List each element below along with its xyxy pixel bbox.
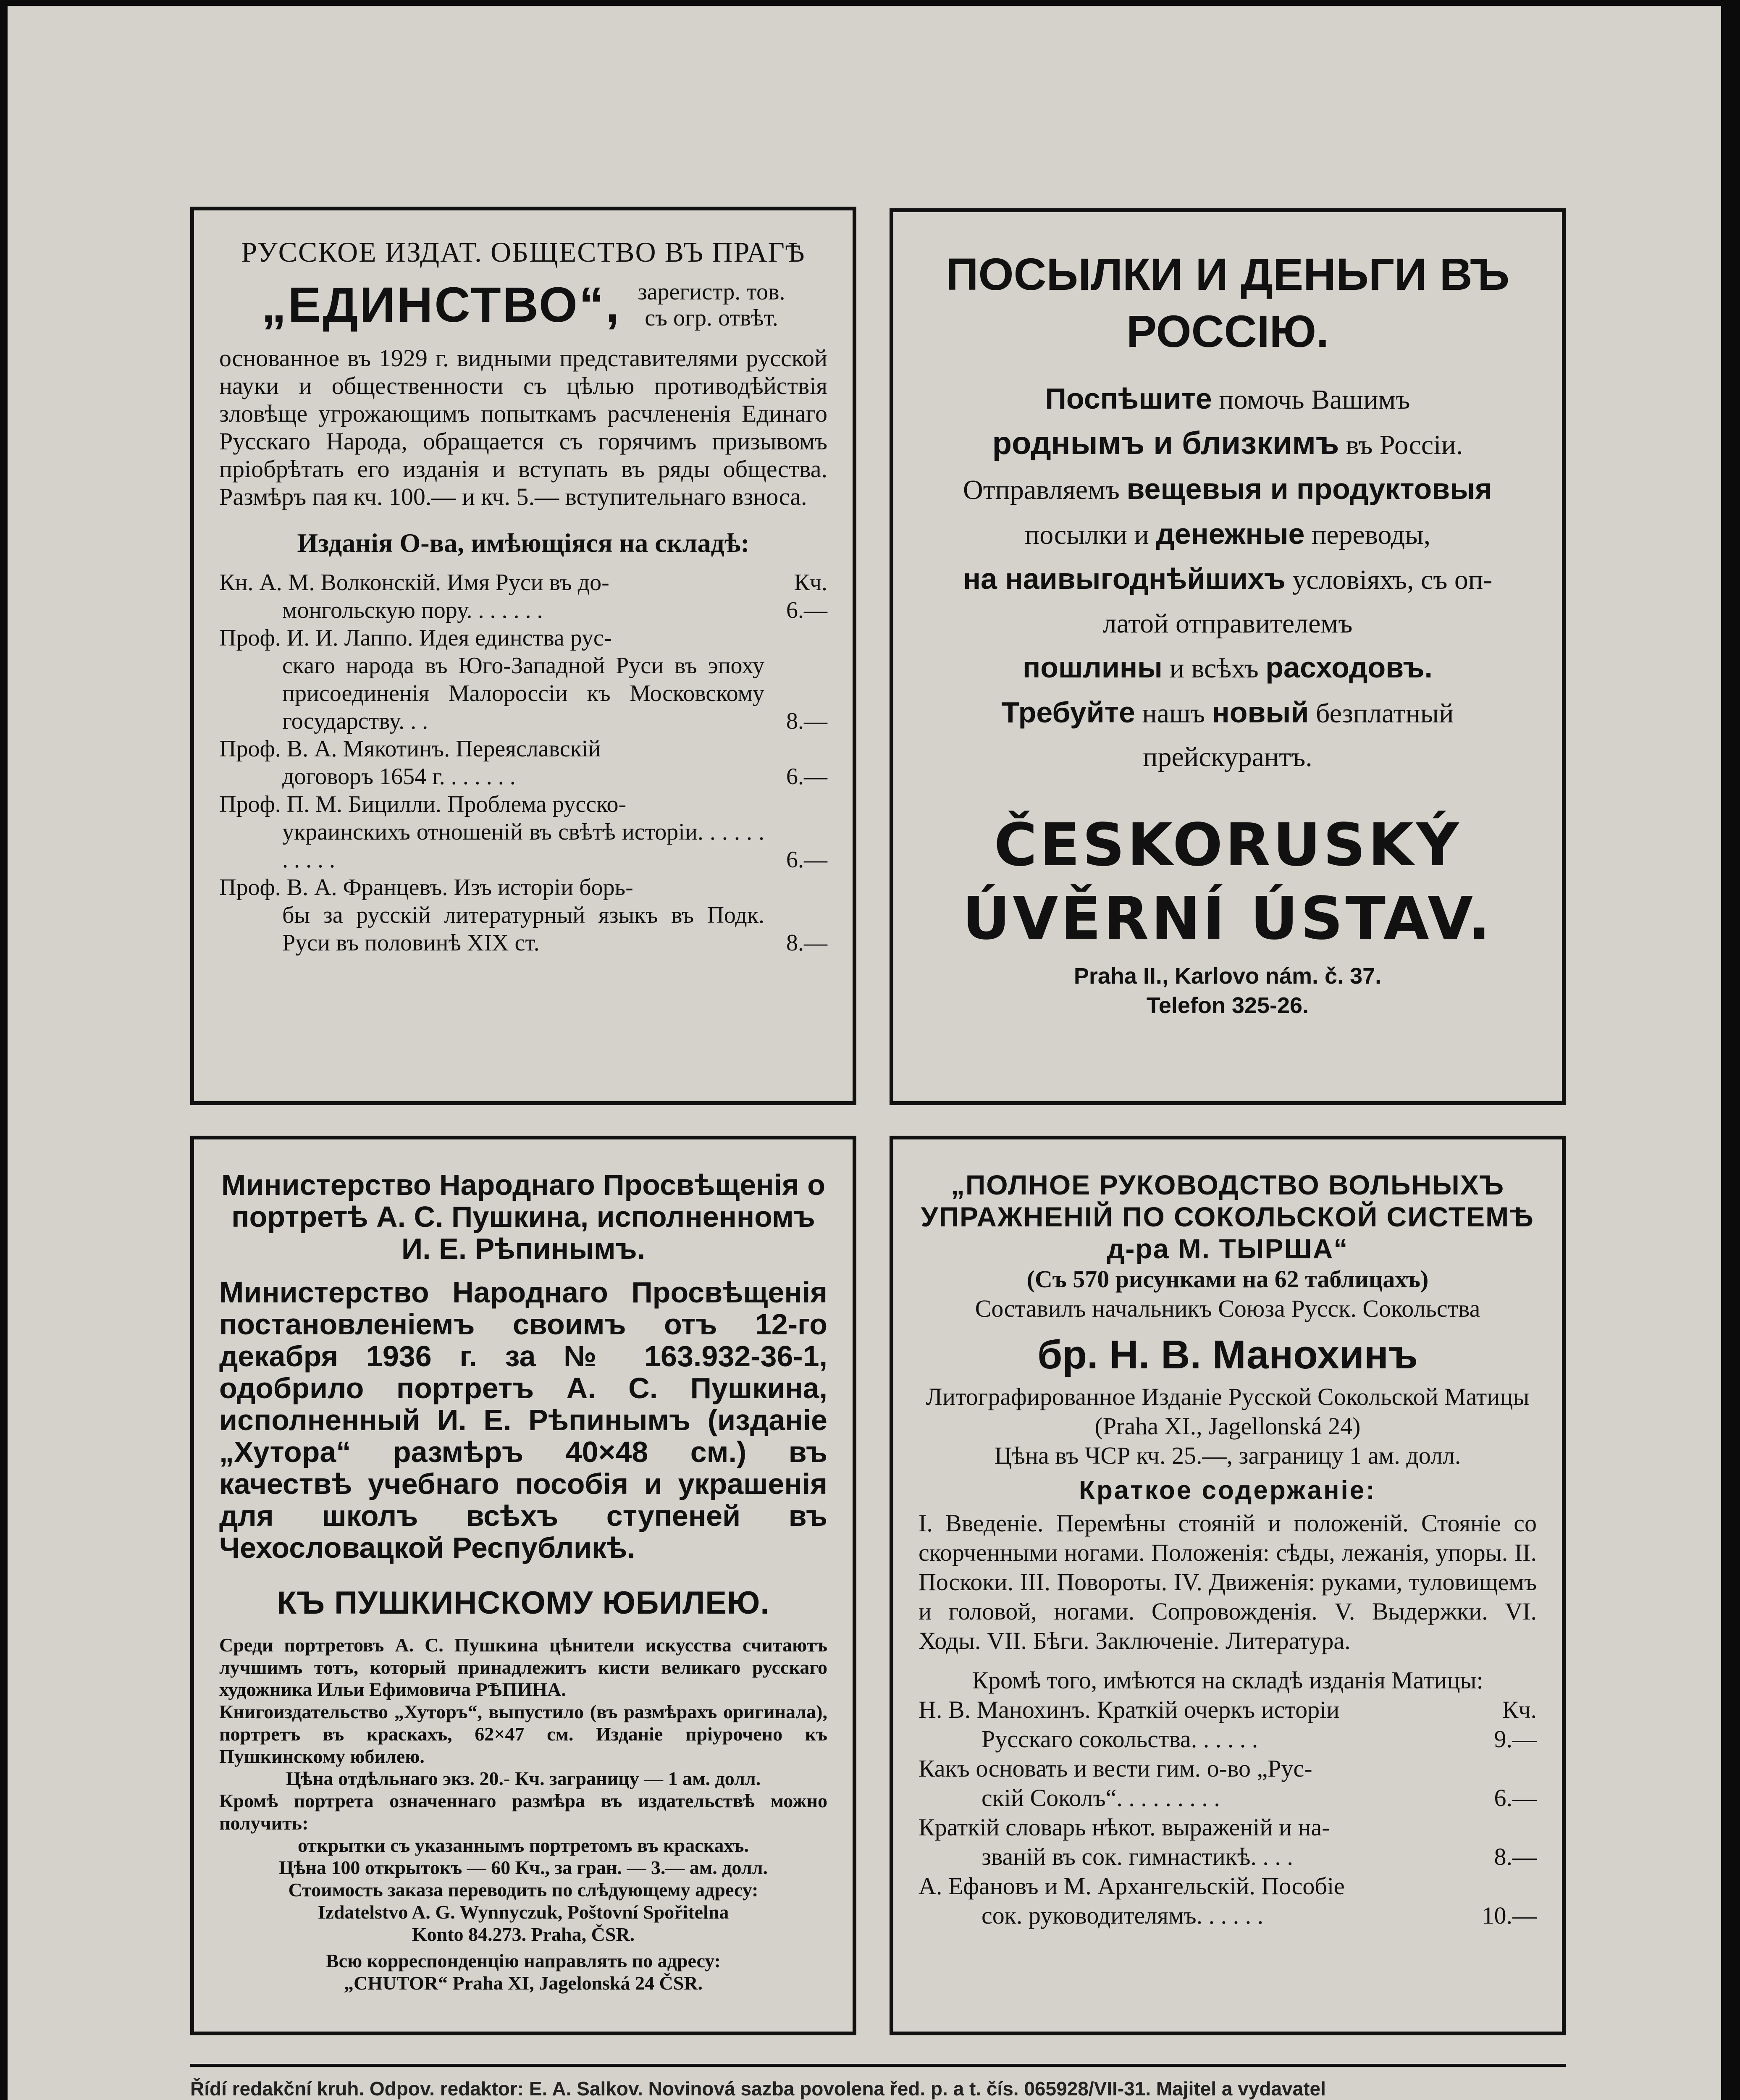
book-price: 8.— [786,930,827,956]
book-price: 10.— [1482,1902,1537,1929]
list-item: договоръ 1654 г. . . . . . . 6.— [282,764,827,790]
list-item: Русскаго сокольства. . . . . . 9.— [919,1725,1537,1754]
ad-sokol-manual [890,1136,1566,2035]
contents-heading: Краткое содержаніе: [1079,1476,1376,1505]
publisher-name-row [219,276,827,333]
ad-publisher-edinstvo [190,207,856,1105]
pushkin-details: Среди портретовъ А. С. Пушкина цѣнители искусства считаютъ лучшимъ тотъ, который принадлежитъ кисти великаго русскаго художника Ильи Ефимовича РѢПИНА. Книгоиздательство „Хуторъ“, выпустило (въ размѣрахъ оригинала), портретъ въ краскахъ, 62×47 см. Изданіе пріурочено къ Пушкинскому юбилею. Цѣна отдѣльнаго экз. 20.- Кч. заграницу — 1 ам. долл. Кромѣ портрета означеннаго размѣра въ издательствѣ можно получить: открытки съ указаннымъ портретомъ въ краскахъ. Цѣна 100 открытокъ — 60 Кч., за гран. — 3.— ам. долл. Стоимость заказа переводить по слѣдующему адресу: Izdatelstvo A. G. Wynnyczuk, Poštovní Spořitelna Konto 84.273. Praha, ČSR. Всю корреспонденцію направлять по адресу: „CHUTOR“ Praha XI, Jagelonská 24 ČSR. [219,1634,827,1994]
list-item: бы за русскій литературный языкъ въ Подк. Руси въ половинѣ XIX ст. 8.— [282,902,827,956]
bank-name: ČESKORUSKÝ ÚVĚRNÍ ÚSTAV. [962,811,1493,953]
imprint-footer: Řídí redakční kruh. Odpov. redaktor: E. A. Salkov. Novinová sazba povolena řed. p. a t. čís. 065928/VII-31. Majitel a vydavatel [190,2078,1326,2100]
ministry-heading: Министерство Народнаго Просвѣщенія о портретѣ А. С. Пушкина, исполненномъ И. Е. Рѣпинымъ. [221,1168,826,1265]
publisher-description: основанное въ 1929 г. видными представителями русской науки и общественности съ цѣлью противодѣйствія зловѣще угрожающимъ попыткамъ расчлененія Единаго Русскаго Народа, обращается съ горячимъ призывомъ пріобрѣтать его изданія и вступать въ ряды общества. Размѣръ пая кч. 100.— и кч. 5.— вступительнаго взноса. [219,344,827,510]
manual-contents: I. Введеніе. Перемѣны стояній и положеній. Стояніе со скорченными ногами. Положенія: сѣды, лежанія, упоры. II. Поскоки. III. Повороты. IV. Движенія: руками, туловищемъ и головой, ногами. Сопровожденія. V. Выдержки. VI. Ходы. VII. Бѣги. Заключеніе. Литература. [919,1509,1537,1654]
manual-heading: „ПОЛНОЕ РУКОВОДСТВО ВОЛЬНЫХЪ УПРАЖНЕНІЙ ПО СОКОЛЬСКОЙ СИСТЕМѢ д-ра М. ТЫРША“ [921,1169,1535,1264]
list-item: Кн. А. М. Волконскій. Имя Руси въ до- Кч. [219,570,827,596]
footer-divider [190,2064,1566,2067]
list-item: Проф. П. М. Бицилли. Проблема русско- [219,791,627,817]
price-column-header: Кч. [1502,1696,1537,1723]
book-price: 6.— [786,764,827,790]
list-item: Краткій словарь нѣкот. выраженій и на- [919,1814,1330,1841]
bank-address: Praha II., Karlovo nám. č. 37. Telefon 325-26. [919,961,1537,1020]
book-price: 6.— [786,847,827,873]
price-column-header: Кч. [794,570,827,596]
publisher-book-list [219,569,827,957]
list-item: званій въ сок. гимнастикѣ. . . . 8.— [919,1842,1537,1872]
list-item: украинскихъ отношеній въ свѣтѣ исторіи. . . . . . . . . . . 6.— [282,819,827,873]
list-item: сок. руководителямъ. . . . . . 10.— [919,1901,1537,1930]
sokol-stock-heading: Кромѣ того, имѣются на складѣ изданія Матицы: [972,1667,1483,1694]
ad-parcels-russia [890,208,1566,1105]
list-item: Проф. В. А. Францевъ. Изъ исторіи борь- [219,874,633,900]
manual-author: бр. Н. В. Манохинъ [1037,1332,1418,1377]
list-item: Проф. В. А. Мякотинъ. Переяславскій [219,736,601,762]
publisher-stock-heading: Изданія О-ва, имѣющіяся на складѣ: [297,528,750,558]
book-price: 8.— [786,708,827,734]
list-item: скій Соколъ“. . . . . . . . . 6.— [919,1783,1537,1813]
sokol-book-list [919,1695,1537,1930]
manual-price: Цѣна въ ЧСР кч. 25.—, заграницу 1 ам. долл. [994,1442,1461,1469]
list-item: Какъ основать и вести гим. о-во „Рус- [919,1755,1312,1782]
manual-compiler: Составилъ начальникъ Союза Русск. Сокольства [975,1295,1480,1322]
publisher-name: „ЕДИНСТВО“, [261,277,621,333]
parcels-heading: ПОСЫЛКИ И ДЕНЬГИ ВЪ РОССІЮ. [945,249,1510,357]
book-price: 6.— [1494,1784,1537,1811]
list-item: А. Ефановъ и М. Архангельскій. Пособіе [919,1872,1345,1900]
parcels-text: Поспѣшите помочь Вашимъ роднымъ и близкимъ въ Россіи. Отправляемъ вещевыя и продуктовыя посылки и денежные переводы, на наивыгоднѣйшихъ условіяхъ, съ оп- латой отправителемъ пошлины и всѣхъ расходовъ. Требуйте нашъ новый безплатный прейскурантъ. [963,382,1493,772]
jubilee-heading: КЪ ПУШКИНСКОМУ ЮБИЛЕЮ. [277,1585,770,1621]
publisher-registration: зарегистр. тов. съ огр. отвѣт. [638,279,785,331]
list-item: монгольскую пору. . . . . . . 6.— [282,597,827,623]
manual-illustrations: (Съ 570 рисунками на 62 таблицахъ) [1026,1265,1429,1293]
list-item: Проф. И. И. Лаппо. Идея единства рус- [219,625,612,651]
publisher-header: РУССКОЕ ИЗДАТ. ОБЩЕСТВО ВЪ ПРАГѢ [241,236,806,268]
ministry-decree: Министерство Народнаго Просвѣщенія постановленіемъ своимъ отъ 12-го декабря 1936 г. за № 163.932-36-1, одобрило портретъ А. С. Пушкина, исполненный И. Е. Рѣпинымъ (изданіе „Хутора“ размѣръ 40×48 см.) въ качествѣ учебнаго пособія и украшенія для школъ всѣхъ ступеней въ Чехословацкой Республикѣ. [219,1276,827,1564]
book-price: 9.— [1494,1725,1537,1753]
book-price: 8.— [1494,1843,1537,1870]
manual-edition: Литографированное Изданіе Русской Сокольской Матицы (Praha XI., Jagellonská 24) [926,1383,1530,1440]
ad-pushkin-portrait [190,1136,856,2035]
magazine-back-page [8,6,1721,2100]
list-item: Н. В. Манохинъ. Краткій очеркъ исторіи Кч. [919,1695,1537,1725]
book-price: 6.— [786,597,827,623]
bank-phone: Telefon 325-26. [1146,993,1309,1018]
list-item: скаго народа въ Юго-Западной Руси въ эпоху присоединенія Малороссіи къ Московскому государству. . . 8.— [282,653,827,734]
